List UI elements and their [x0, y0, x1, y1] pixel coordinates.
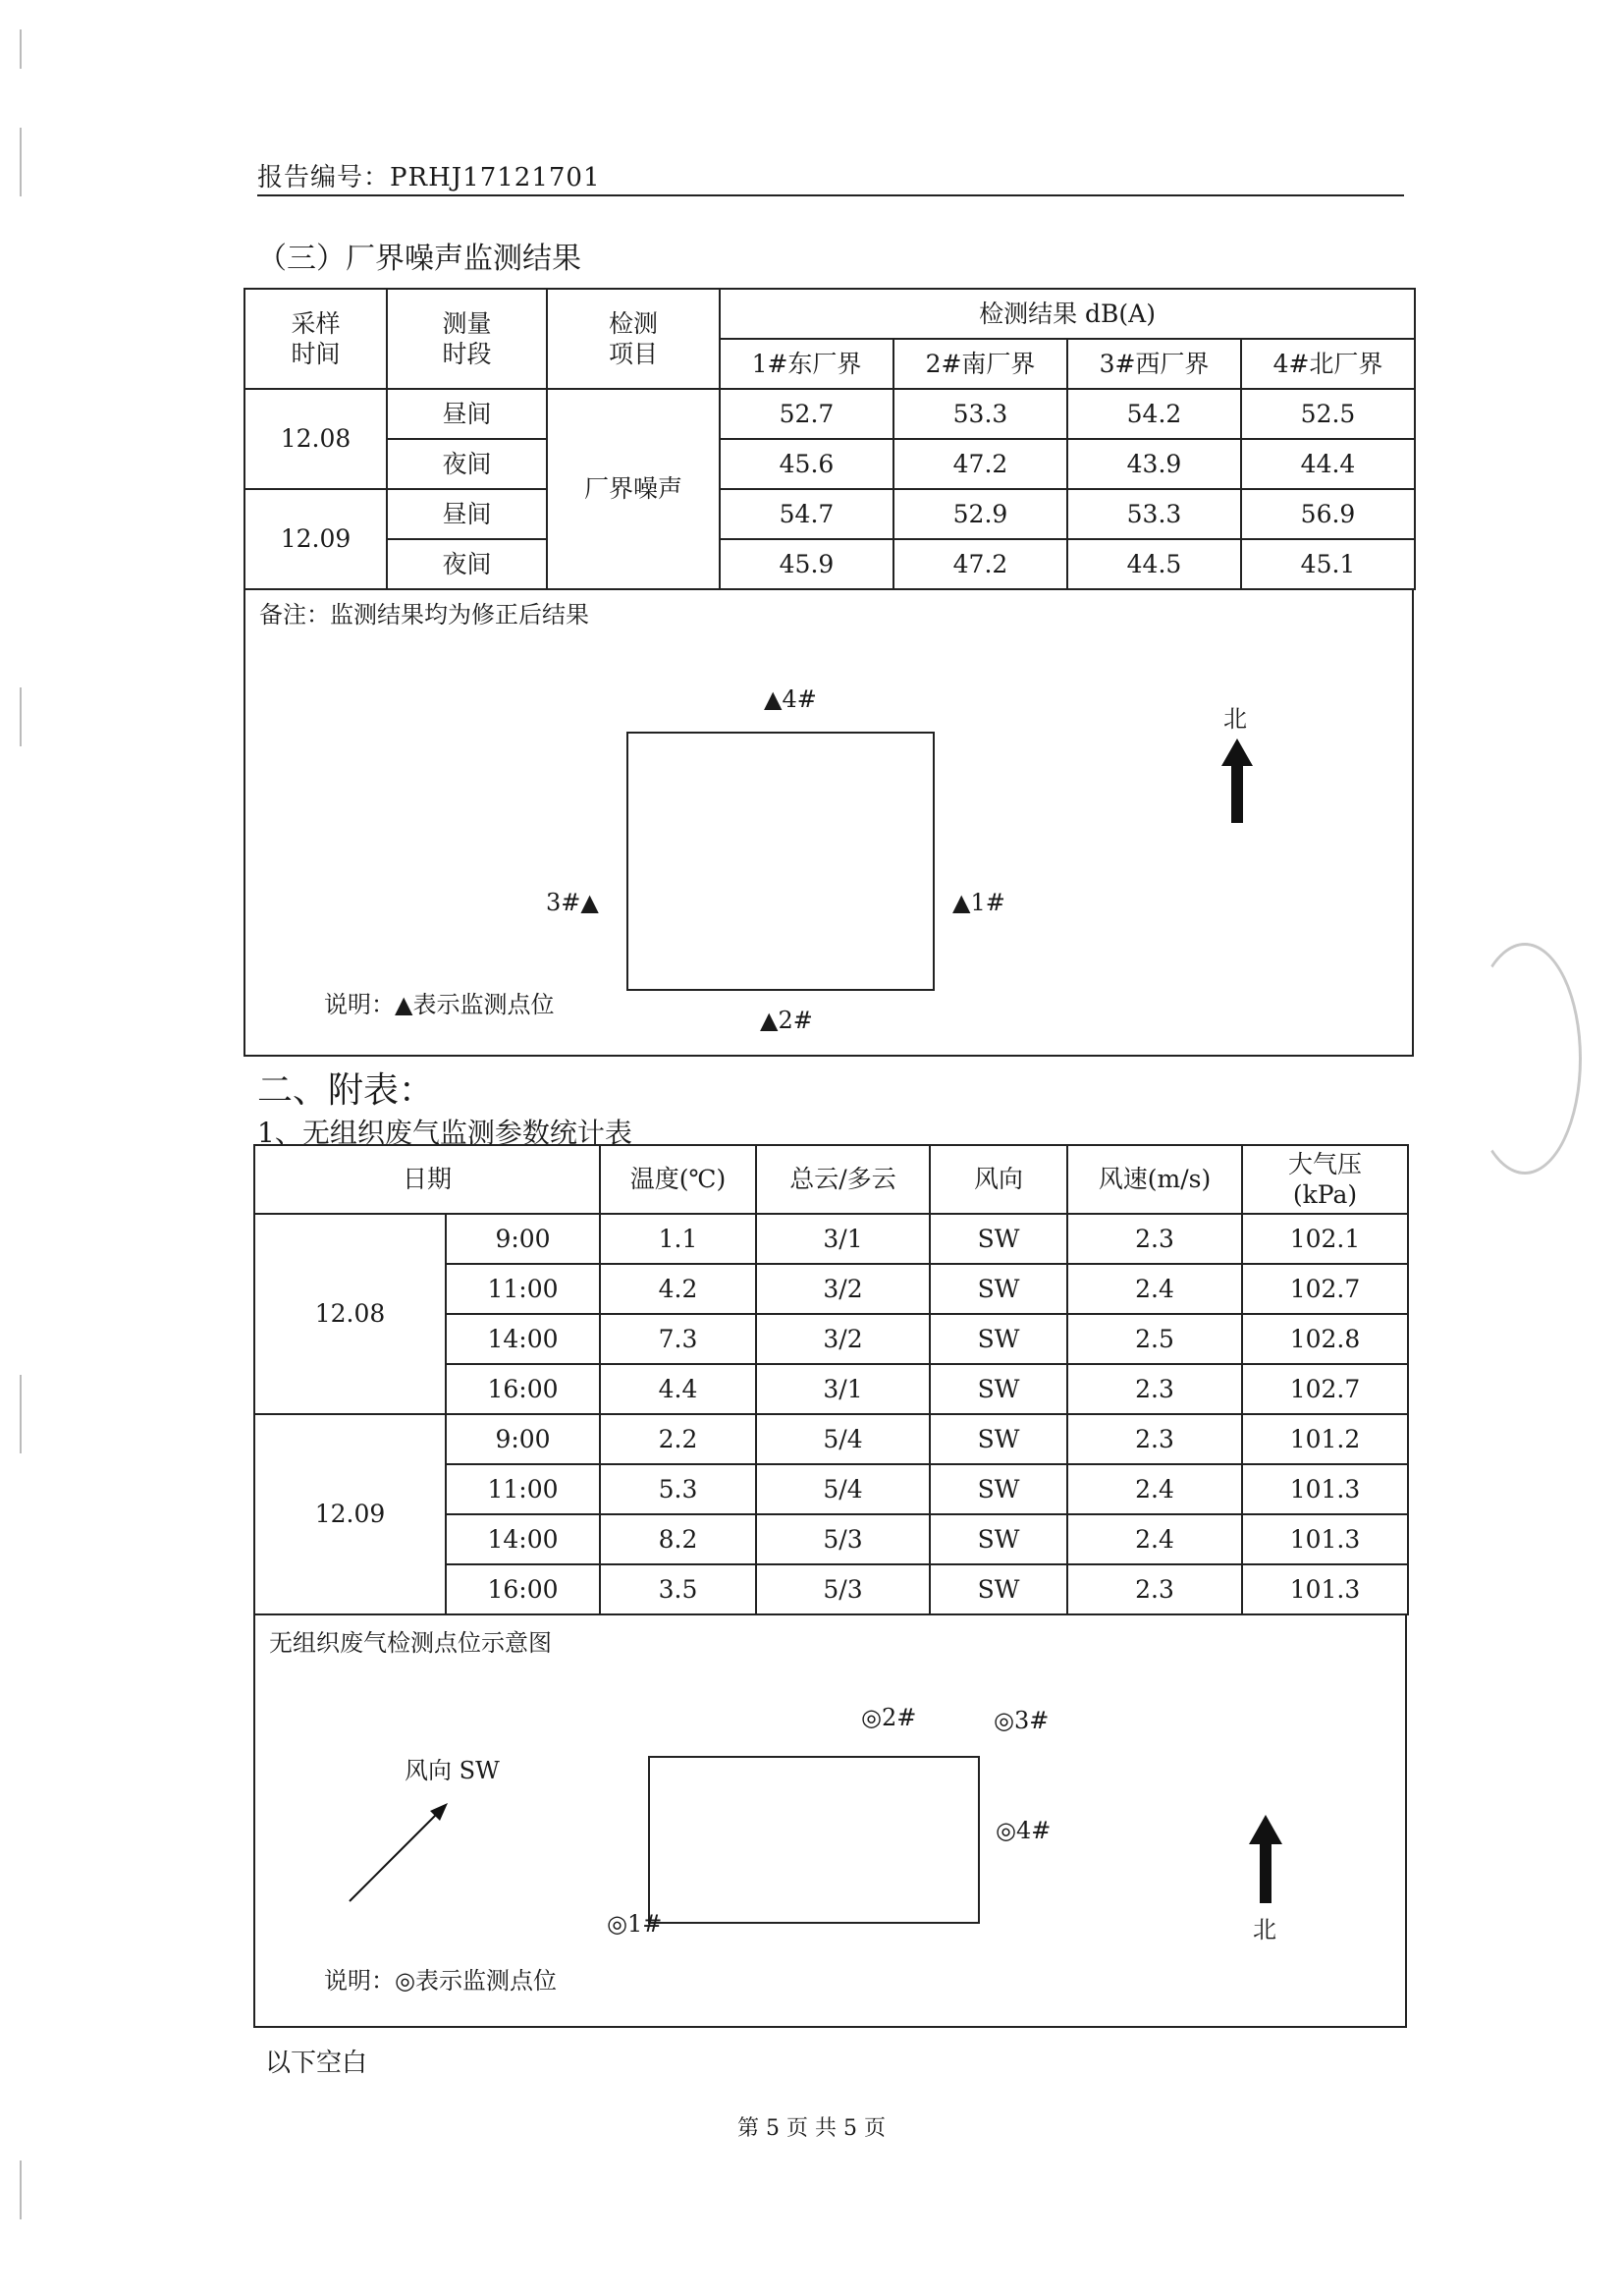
pressure-cell: 102.7: [1242, 1364, 1408, 1414]
appendix-subtitle: 1、无组织废气监测参数统计表: [257, 1117, 632, 1149]
remark-text: 备注：监测结果均为修正后结果: [259, 601, 589, 629]
noise-table: [243, 288, 1416, 590]
speed-cell: 2.4: [1067, 1464, 1242, 1514]
table-row: [244, 539, 1415, 589]
period-cell: 昼间: [387, 489, 547, 539]
binding-mark: [20, 128, 22, 196]
legend-text: 说明：▲表示监测点位: [324, 991, 555, 1018]
header-rule: [257, 194, 1404, 196]
time-cell: 16:00: [446, 1564, 600, 1614]
value-cell: 56.9: [1241, 489, 1415, 539]
temp-cell: 4.2: [600, 1264, 756, 1314]
temp-cell: 1.1: [600, 1214, 756, 1264]
report-number: 报告编号：PRHJ17121701: [257, 163, 601, 192]
header-point: 1#东厂界: [720, 339, 893, 389]
pressure-cell: 102.1: [1242, 1214, 1408, 1264]
blank-below-note: 以下空白: [265, 2049, 368, 2078]
temp-cell: 5.3: [600, 1464, 756, 1514]
value-cell: 52.7: [720, 389, 893, 439]
cloud-cell: 3/1: [756, 1214, 930, 1264]
value-cell: 47.2: [893, 439, 1067, 489]
gas-diagram: [253, 1615, 1407, 2028]
binding-mark: [20, 1375, 22, 1453]
time-cell: 11:00: [446, 1264, 600, 1314]
wind-cell: SW: [930, 1514, 1067, 1564]
speed-cell: 2.4: [1067, 1514, 1242, 1564]
value-cell: 54.2: [1067, 389, 1241, 439]
temp-cell: 7.3: [600, 1314, 756, 1364]
time-cell: 11:00: [446, 1464, 600, 1514]
date-cell: 12.09: [244, 489, 387, 589]
monitor-point-4: ◎4#: [996, 1817, 1052, 1844]
value-cell: 53.3: [1067, 489, 1241, 539]
value-cell: 53.3: [893, 389, 1067, 439]
wind-cell: SW: [930, 1364, 1067, 1414]
weather-table: [253, 1144, 1409, 1615]
temp-cell: 8.2: [600, 1514, 756, 1564]
site-boundary: [626, 732, 935, 991]
wind-cell: SW: [930, 1564, 1067, 1614]
temp-cell: 2.2: [600, 1414, 756, 1464]
header-result: 检测结果 dB(A): [720, 289, 1415, 339]
header-point: 3#西厂界: [1067, 339, 1241, 389]
value-cell: 45.6: [720, 439, 893, 489]
value-cell: 52.5: [1241, 389, 1415, 439]
seal-stamp: [1468, 943, 1582, 1175]
pressure-cell: 102.8: [1242, 1314, 1408, 1364]
site-boundary: [648, 1756, 980, 1924]
header-point: 2#南厂界: [893, 339, 1067, 389]
north-label: 北: [1223, 705, 1247, 733]
value-cell: 54.7: [720, 489, 893, 539]
period-cell: 昼间: [387, 389, 547, 439]
diagram-title: 无组织废气检测点位示意图: [269, 1629, 552, 1657]
cloud-cell: 5/4: [756, 1464, 930, 1514]
period-cell: 夜间: [387, 539, 547, 589]
binding-mark: [20, 29, 22, 69]
appendix-title: 二、附表：: [257, 1070, 435, 1111]
monitor-point-4: ▲4#: [764, 685, 817, 713]
value-cell: 44.5: [1067, 539, 1241, 589]
value-cell: 52.9: [893, 489, 1067, 539]
cloud-cell: 5/4: [756, 1414, 930, 1464]
table-row: [244, 439, 1415, 489]
wind-cell: SW: [930, 1264, 1067, 1314]
header-wind-speed: 风速(m/s): [1067, 1145, 1242, 1214]
cloud-cell: 5/3: [756, 1564, 930, 1614]
cloud-cell: 3/1: [756, 1364, 930, 1414]
header-sample-time: 采样 时间: [244, 289, 387, 389]
speed-cell: 2.3: [1067, 1414, 1242, 1464]
pressure-cell: 101.2: [1242, 1414, 1408, 1464]
speed-cell: 2.4: [1067, 1264, 1242, 1314]
pressure-cell: 102.7: [1242, 1264, 1408, 1314]
header-item: 检测 项目: [547, 289, 720, 389]
wind-cell: SW: [930, 1464, 1067, 1514]
wind-cell: SW: [930, 1314, 1067, 1364]
speed-cell: 2.3: [1067, 1564, 1242, 1614]
monitor-point-3: 3#▲: [546, 889, 599, 916]
wind-arrow-icon: [346, 1797, 454, 1905]
binding-mark: [20, 2160, 22, 2219]
monitor-point-1: ▲1#: [952, 889, 1005, 916]
speed-cell: 2.3: [1067, 1214, 1242, 1264]
cloud-cell: 3/2: [756, 1264, 930, 1314]
date-cell: 12.09: [254, 1414, 446, 1614]
section-title-noise: （三）厂界噪声监测结果: [257, 242, 581, 276]
page-number: 第 5 页 共 5 页: [737, 2116, 886, 2141]
header-period: 测量 时段: [387, 289, 547, 389]
time-cell: 14:00: [446, 1514, 600, 1564]
time-cell: 16:00: [446, 1364, 600, 1414]
cloud-cell: 3/2: [756, 1314, 930, 1364]
header-pressure: 大气压 (kPa): [1242, 1145, 1408, 1214]
period-cell: 夜间: [387, 439, 547, 489]
table-row: [244, 489, 1415, 539]
header-temp: 温度(℃): [600, 1145, 756, 1214]
table-row: [254, 1214, 1408, 1264]
speed-cell: 2.3: [1067, 1364, 1242, 1414]
header-wind-direction: 风向: [930, 1145, 1067, 1214]
speed-cell: 2.5: [1067, 1314, 1242, 1364]
cloud-cell: 5/3: [756, 1514, 930, 1564]
north-label: 北: [1253, 1916, 1276, 1943]
noise-diagram: [243, 589, 1414, 1057]
monitor-point-3: ◎3#: [994, 1707, 1050, 1734]
wind-direction-label: 风向 SW: [405, 1757, 500, 1784]
table-row: [244, 389, 1415, 439]
value-cell: 43.9: [1067, 439, 1241, 489]
date-cell: 12.08: [244, 389, 387, 489]
value-cell: 47.2: [893, 539, 1067, 589]
wind-cell: SW: [930, 1414, 1067, 1464]
monitor-point-1: ◎1#: [607, 1910, 663, 1938]
value-cell: 44.4: [1241, 439, 1415, 489]
header-date: 日期: [254, 1145, 600, 1214]
monitor-point-2: ◎2#: [861, 1704, 917, 1731]
temp-cell: 3.5: [600, 1564, 756, 1614]
header-point: 4#北厂界: [1241, 339, 1415, 389]
monitor-point-2: ▲2#: [760, 1007, 813, 1034]
date-cell: 12.08: [254, 1214, 446, 1414]
binding-mark: [20, 687, 22, 746]
time-cell: 9:00: [446, 1414, 600, 1464]
pressure-cell: 101.3: [1242, 1464, 1408, 1514]
item-cell: 厂界噪声: [547, 389, 720, 589]
wind-cell: SW: [930, 1214, 1067, 1264]
value-cell: 45.9: [720, 539, 893, 589]
north-arrow-icon: [1247, 1815, 1284, 1903]
header-cloud: 总云/多云: [756, 1145, 930, 1214]
pressure-cell: 101.3: [1242, 1514, 1408, 1564]
value-cell: 45.1: [1241, 539, 1415, 589]
temp-cell: 4.4: [600, 1364, 756, 1414]
legend-text: 说明：◎表示监测点位: [324, 1967, 557, 1995]
table-row: [254, 1414, 1408, 1464]
north-arrow-icon: [1219, 738, 1255, 823]
time-cell: 9:00: [446, 1214, 600, 1264]
time-cell: 14:00: [446, 1314, 600, 1364]
pressure-cell: 101.3: [1242, 1564, 1408, 1614]
